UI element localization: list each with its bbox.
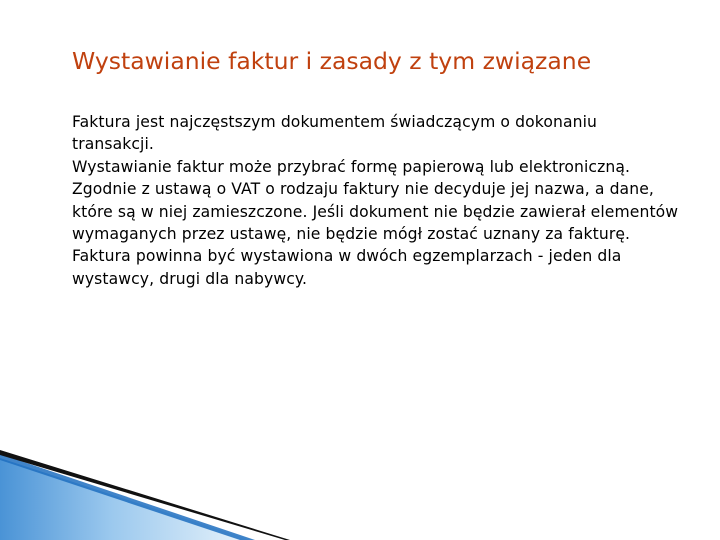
corner-decoration xyxy=(0,440,290,540)
paragraph-3: Zgodnie z ustawą o VAT o rodzaju faktury nie decyduje jej nazwa, a dane, które są w niej zamieszczone. Jeśli dokument nie będzie zawierał elementów wymaganych przez ustawę, nie będzie mógł zostać uznany za fakturę. xyxy=(72,180,679,244)
paragraph-2: Wystawianie faktur może przybrać formę papierową lub elektroniczną. xyxy=(72,157,631,176)
paragraph-1: Faktura jest najczęstszym dokumentem świadczącym o dokonaniu transakcji. xyxy=(72,113,598,154)
slide-title: Wystawianie faktur i zasady z tym związane xyxy=(72,47,592,75)
paragraph-4: Faktura powinna być wystawiona w dwóch egzemplarzach - jeden dla wystawcy, drugi dla nabywcy. xyxy=(72,247,622,288)
slide-body xyxy=(72,111,684,290)
